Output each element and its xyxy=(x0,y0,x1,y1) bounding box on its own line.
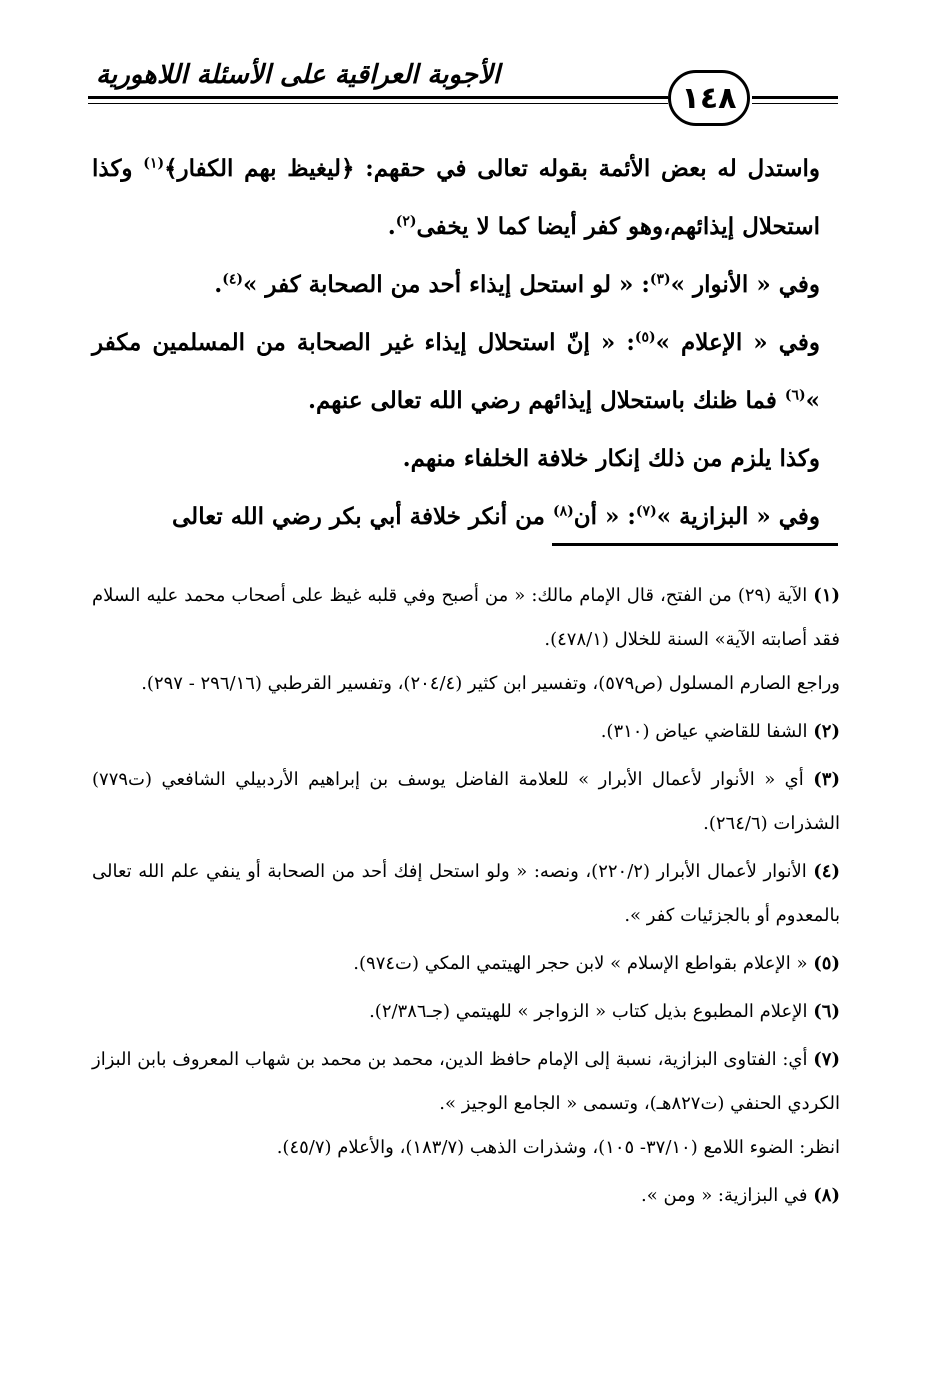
text-run: وفي « الإعلام » xyxy=(655,329,820,356)
header-rule-right xyxy=(752,96,838,99)
footnote-text: أي « الأنوار لأعمال الأبرار » للعلامة الفاضل يوسف بن إبراهيم الأردبيلي الشافعي (ت٧٧٩) الشذرات (٢٦٤/٦). xyxy=(92,769,840,834)
footnote-number: (٨) xyxy=(813,1185,840,1206)
text-run: : « لو استحل إيذاء أحد من الصحابة كفر » xyxy=(243,271,650,298)
footnote-number: (٤) xyxy=(813,861,840,882)
footnote-extra: وراجع الصارم المسلول (ص٥٧٩)، وتفسير ابن كثير (٢٠٤/٤)، وتفسير القرطبي (٢٩٦/١٦ - ٢٩٧). xyxy=(141,673,840,694)
footnote-separator xyxy=(552,543,838,546)
text-run: وفي « الأنوار » xyxy=(670,271,820,298)
footnote-number: (٢) xyxy=(813,721,840,742)
text-run: : « أن xyxy=(573,503,636,530)
footnote-5 xyxy=(92,942,840,986)
paragraph-2: وفي « الأنوار »$^{(٣)}$: « لو استحل إيذاء أحد من الصحابة كفر »$^{(٤)}$. xyxy=(214,271,820,298)
text-run: وكذا استحلال إيذائهم،وهو كفر أيضا كما لا يخفى xyxy=(92,155,820,240)
paragraph-4 xyxy=(92,430,820,488)
footnote-number: (٧) xyxy=(813,1049,840,1070)
text-run: واستدل له بعض الأئمة بقوله تعالى في حقهم: ﴿ليغيظ بهم الكفار﴾ xyxy=(164,155,820,182)
footnote-number: (٣) xyxy=(813,769,840,790)
text-run: وكذا يلزم من ذلك إنكار خلافة الخلفاء منهم. xyxy=(402,445,820,472)
footnote-text: أي: الفتاوى البزازية، نسبة إلى الإمام حافظ الدين، محمد بن محمد بن شهاب المعروف بابن البزاز الكردي الحنفي (ت٨٢٧هـ)، وتسمى « الجامع الوجيز ». xyxy=(92,1049,840,1114)
footnote-text: الآية (٢٩) من الفتح، قال الإمام مالك: « من أصبح وفي قلبه غيظ على أصحاب محمد عليه السلام فقد أصابته الآية» السنة للخلال (٤٧٨/١). xyxy=(92,585,840,650)
footnote-6 xyxy=(92,990,840,1034)
paragraph-3 xyxy=(92,314,820,430)
footnote-text: الأنوار لأعمال الأبرار (٢٢٠/٢)، ونصه: « ولو استحل إفك أحد من الصحابة أو ينفي علم الله تعالى بالمعدوم أو بالجزئيات كفر ». xyxy=(92,861,840,926)
header-rule xyxy=(88,96,668,99)
footnote-text: الإعلام المطبوع بذيل كتاب « الزواجر » للهيتمي (جـ٢/٣٨٦). xyxy=(369,1001,808,1022)
footnote-ref: (٣) xyxy=(649,271,671,288)
footnote-ref: (٨) xyxy=(552,503,574,520)
text-run: من أنكر خلافة أبي بكر رضي الله تعالى xyxy=(172,503,553,530)
text-run: : « إنّ استحلال إيذاء غير الصحابة من المسلمين مكفر » xyxy=(92,329,820,414)
footnote-extra: انظر: الضوء اللامع (٣٧/١٠- ١٠٥)، وشذرات الذهب (١٨٣/٧)، والأعلام (٤٥/٧). xyxy=(276,1137,840,1158)
footnote-number: (٥) xyxy=(813,953,840,974)
footnote-8 xyxy=(92,1174,840,1218)
main-text xyxy=(92,140,820,546)
header-rule-right-thin xyxy=(752,103,838,104)
footnote-7 xyxy=(92,1038,840,1170)
footnote-text: الشفا للقاضي عياض (٣١٠). xyxy=(600,721,808,742)
footnote-ref: (٤) xyxy=(222,271,244,288)
footnote-number: (٦) xyxy=(813,1001,840,1022)
footnote-ref: (٢) xyxy=(395,213,417,230)
footnote-text: « الإعلام بقواطع الإسلام » لابن حجر الهيتمي المكي (ت٩٧٤). xyxy=(353,953,808,974)
footnote-3 xyxy=(92,758,840,846)
footnote-ref: (١) xyxy=(143,155,165,172)
footnote-ref: (٦) xyxy=(784,387,806,404)
footnote-text: في البزازية: « ومن ». xyxy=(640,1185,808,1206)
footnote-1 xyxy=(92,574,840,706)
footnote-ref: (٥) xyxy=(634,329,656,346)
text-run: وفي « البزازية » xyxy=(656,503,820,530)
text-run: فما ظنك باستحلال إيذائهم رضي الله تعالى عنهم. xyxy=(307,387,785,414)
footnote-2 xyxy=(92,710,840,754)
footnote-4 xyxy=(92,850,840,938)
header-rule-thin xyxy=(88,103,668,104)
footnotes xyxy=(92,574,840,1222)
running-header-title: الأجوبة العراقية على الأسئلة اللاهورية xyxy=(96,60,500,90)
page-number-badge: ١٤٨ xyxy=(668,70,750,126)
paragraph-5 xyxy=(92,488,820,546)
footnote-ref: (٧) xyxy=(635,503,657,520)
footnote-number: (١) xyxy=(813,585,841,606)
paragraph-1: واستدل له بعض الأئمة بقوله تعالى في حقهم: ﴿ليغيظ بهم الكفار﴾$^{(١)}$ وكذا استحلال إيذائهم،وهو كفر أيضا كما لا يخفى$^{(٢)}$. xyxy=(92,155,820,240)
